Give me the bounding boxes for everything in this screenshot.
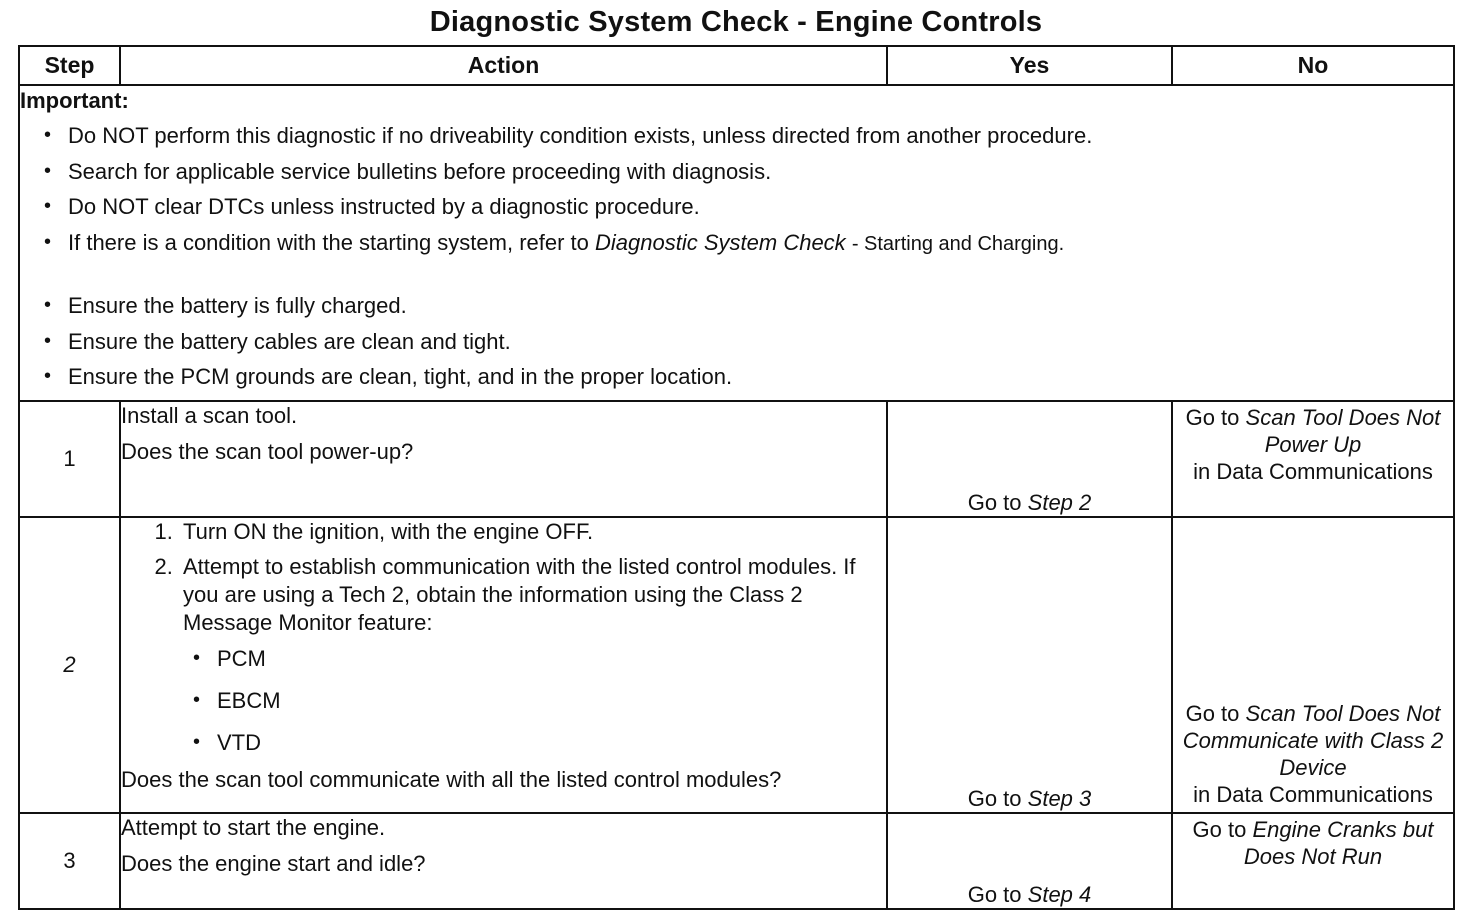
- scan-tool-communicate-link[interactable]: Scan Tool Does Not Communicate with Class 2 Device: [1182, 701, 1444, 780]
- important-notes: [19, 85, 1454, 401]
- goto-suffix: in Data Communications: [1193, 782, 1433, 807]
- action-steps: [121, 518, 886, 760]
- action-line: Install a scan tool.: [121, 403, 298, 428]
- step-row-2: [19, 517, 1454, 813]
- action-line: Attempt to start the engine.: [121, 815, 386, 840]
- scan-tool-power-link[interactable]: Scan Tool Does Not Power Up: [1245, 405, 1441, 457]
- action-question: Does the engine start and idle?: [121, 851, 426, 876]
- important-item: • Do NOT perform this diagnostic if no driveability condition exists, unless directed from another procedure.: [44, 118, 1453, 154]
- goto-prefix: Go to: [967, 490, 1022, 515]
- goto-step-2-link[interactable]: Step 2: [1027, 490, 1092, 515]
- action-step: [179, 553, 886, 760]
- header-no: No: [1172, 46, 1454, 85]
- step-action: [120, 517, 887, 813]
- step-no: [1172, 517, 1454, 813]
- important-row: [19, 85, 1454, 401]
- page-title: Diagnostic System Check - Engine Controls: [429, 6, 1043, 38]
- step-number: 1: [19, 401, 120, 517]
- header-yes: Yes: [887, 46, 1172, 85]
- goto-prefix: Go to: [967, 786, 1022, 811]
- step-no: [1172, 401, 1454, 517]
- goto-suffix: in Data Communications: [1193, 459, 1433, 484]
- engine-cranks-link[interactable]: Engine Cranks but Does Not Run: [1243, 817, 1434, 869]
- module-item: • PCM: [193, 641, 886, 676]
- header-row: [19, 46, 1454, 85]
- step-yes: [887, 401, 1172, 517]
- step-yes: [887, 517, 1172, 813]
- header-action: Action: [120, 46, 887, 85]
- important-item-prefix: If there is a condition with the starting system, refer to: [68, 229, 589, 255]
- action-question: Does the scan tool power-up?: [121, 439, 414, 464]
- step-number: 2: [19, 517, 120, 813]
- important-label: Important:: [20, 88, 129, 113]
- important-item: • Ensure the PCM grounds are clean, tight, and in the proper location.: [44, 359, 1453, 395]
- step-row-3: [19, 813, 1454, 909]
- module-list: [183, 641, 886, 760]
- important-item-suffix: - Starting and Charging.: [851, 232, 1065, 255]
- important-list: [20, 118, 1453, 395]
- goto-prefix: Go to: [967, 882, 1022, 907]
- action-step-text: Attempt to establish communication with the listed control modules. If you are using a Tech 2, obtain the information using the Class 2 Message Monitor feature:: [183, 554, 856, 635]
- goto-step-4-link[interactable]: Step 4: [1027, 882, 1092, 907]
- goto-prefix: Go to: [1185, 405, 1240, 430]
- diagnostic-table: [18, 45, 1455, 910]
- goto-prefix: Go to: [1185, 701, 1240, 726]
- important-item-starting-ref: [44, 225, 1453, 263]
- step-yes: [887, 813, 1172, 909]
- goto-prefix: Go to: [1192, 817, 1247, 842]
- module-item: • EBCM: [193, 683, 886, 718]
- action-step: 1. Turn ON the ignition, with the engine OFF.: [179, 518, 886, 546]
- diagnostic-system-check-link[interactable]: Diagnostic System Check: [595, 229, 846, 255]
- step-row-1: [19, 401, 1454, 517]
- step-number: 3: [19, 813, 120, 909]
- important-item: • Ensure the battery cables are clean and tight.: [44, 324, 1453, 360]
- action-question: Does the scan tool communicate with all the listed control modules?: [121, 767, 782, 792]
- step-action: [120, 401, 887, 517]
- step-no: [1172, 813, 1454, 909]
- important-item: • Ensure the battery is fully charged.: [44, 288, 1453, 324]
- important-item: • Do NOT clear DTCs unless instructed by a diagnostic procedure.: [44, 189, 1453, 225]
- step-action: [120, 813, 887, 909]
- goto-step-3-link[interactable]: Step 3: [1027, 786, 1092, 811]
- header-step: Step: [19, 46, 120, 85]
- important-item: • Search for applicable service bulletins before proceeding with diagnosis.: [44, 154, 1453, 190]
- module-item: • VTD: [193, 725, 886, 760]
